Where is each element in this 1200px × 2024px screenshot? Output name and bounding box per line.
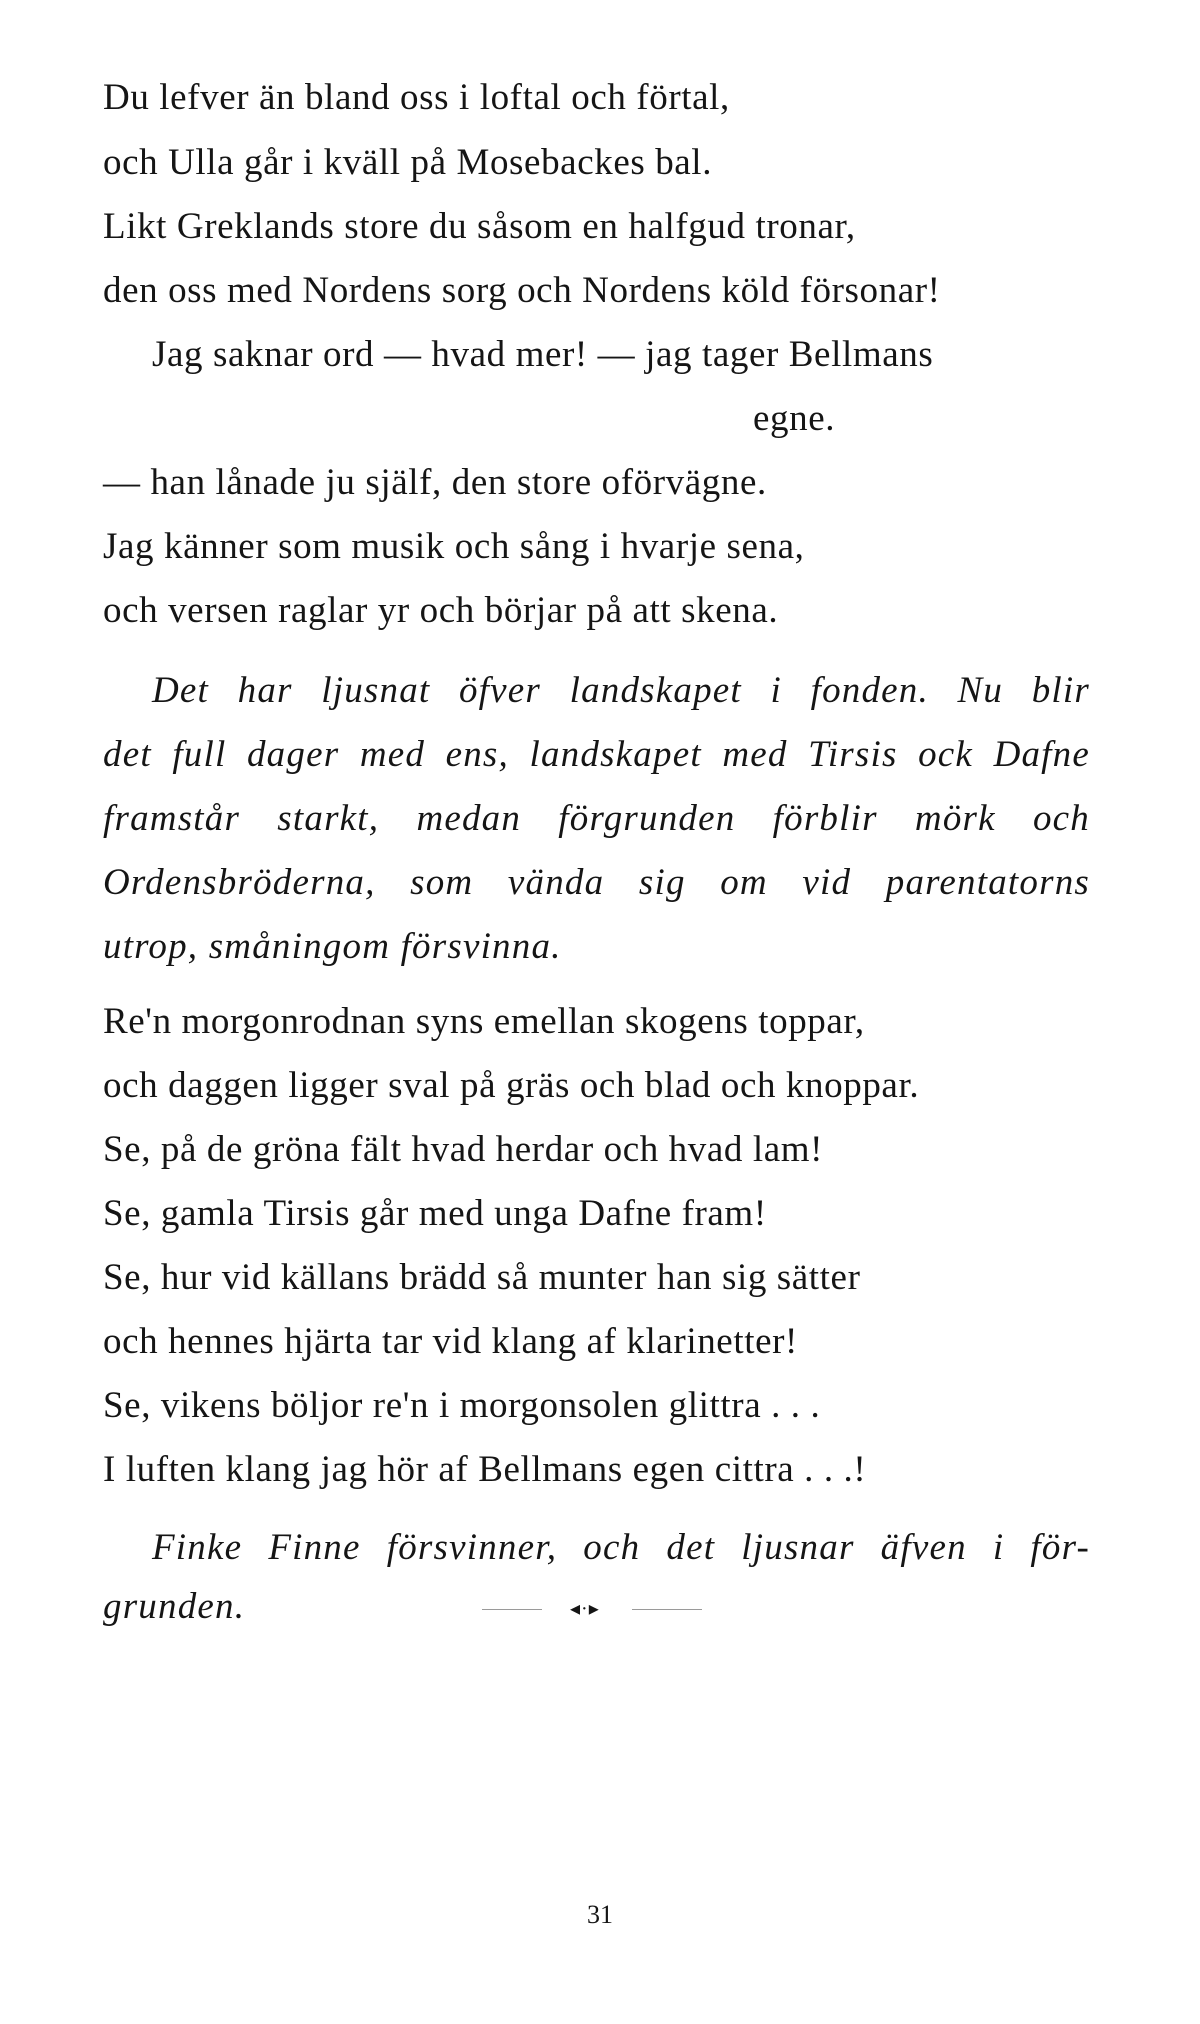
stage-direction-line: utrop, småningom försvinna.	[103, 926, 562, 967]
section-divider	[482, 1600, 712, 1620]
verse-line: och daggen ligger sval på gräs och blad och knoppar.	[103, 1065, 920, 1106]
verse-line: Se, på de gröna fält hvad herdar och hvad lam!	[103, 1129, 824, 1170]
verse-line: I luften klang jag hör af Bellmans egen cittra . . .!	[103, 1449, 867, 1490]
verse-line: Re'n morgonrodnan syns emellan skogens toppar,	[103, 1001, 865, 1042]
stage-direction-line: Finke Finne försvinner, och det ljusnar äfven i för-	[152, 1527, 1090, 1568]
verse-line: och hennes hjärta tar vid klang af klarinetter!	[103, 1321, 798, 1362]
divider-rule	[482, 1609, 542, 1610]
verse-line: och Ulla går i kväll på Mosebackes bal.	[103, 142, 713, 183]
verse-line: den oss med Nordens sorg och Nordens köld försonar!	[103, 270, 941, 311]
page-number: 31	[587, 1900, 613, 1929]
verse-line: Jag saknar ord — hvad mer! — jag tager Bellmans	[152, 334, 934, 375]
stage-direction-line: Ordensbröderna, som vända sig om vid parentatorns	[103, 862, 1090, 903]
verse-line: Se, gamla Tirsis går med unga Dafne fram!	[103, 1193, 767, 1234]
verse-line-continuation: egne.	[753, 398, 836, 439]
stage-direction-line: det full dager med ens, landskapet med Tirsis ock Dafne	[103, 734, 1090, 775]
ornament-icon: ◂·▸	[570, 1598, 600, 1620]
stage-direction-line: Det har ljusnat öfver landskapet i fonden. Nu blir	[152, 670, 1090, 711]
stage-direction-line: framstår starkt, medan förgrunden förblir mörk och	[103, 798, 1090, 839]
verse-line: Likt Greklands store du såsom en halfgud tronar,	[103, 206, 856, 247]
verse-line: Jag känner som musik och sång i hvarje sena,	[103, 526, 805, 567]
verse-line: Du lefver än bland oss i loftal och förtal,	[103, 77, 730, 118]
verse-line: — han lånade ju själf, den store oförvägne.	[103, 462, 767, 503]
verse-line: och versen raglar yr och börjar på att skena.	[103, 590, 779, 631]
verse-line: Se, hur vid källans brädd så munter han sig sätter	[103, 1257, 861, 1298]
divider-rule	[632, 1609, 702, 1610]
stage-direction-line: grunden.	[103, 1586, 246, 1627]
verse-line: Se, vikens böljor re'n i morgonsolen glittra . . .	[103, 1385, 821, 1426]
